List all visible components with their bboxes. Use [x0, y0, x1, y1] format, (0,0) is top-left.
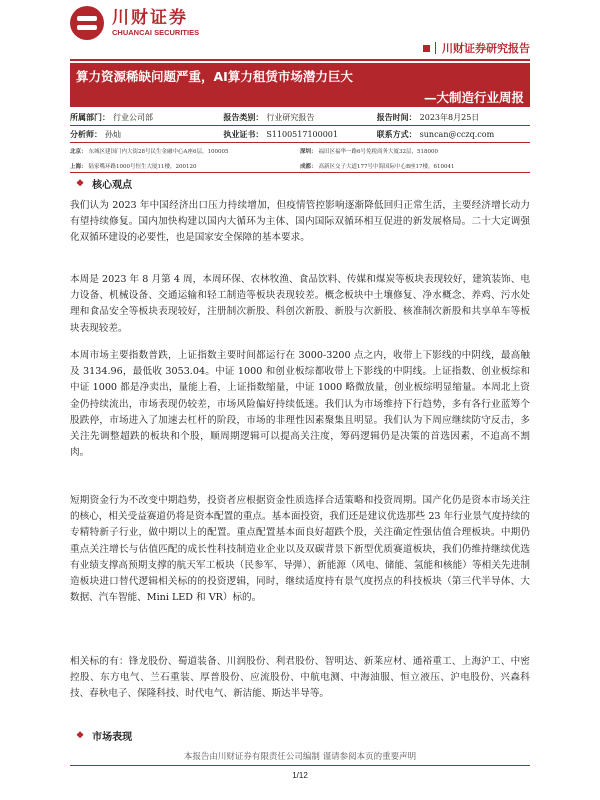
section-core-view: [76, 176, 132, 191]
info-department: [70, 112, 223, 123]
address-row: [70, 143, 530, 158]
info-value: 行业研究报告: [266, 112, 315, 122]
address-key: 上海：: [70, 163, 87, 170]
address-key: 北京：: [70, 148, 87, 155]
info-value: 2023年8月25日: [419, 112, 480, 122]
info-key: 所属部门：: [70, 111, 110, 122]
report-title: 算力资源稀缺问题严重，AI算力租赁市场潜力巨大: [76, 69, 353, 84]
logo-icon: [70, 6, 104, 40]
title-band: [70, 63, 530, 107]
info-license: [223, 129, 376, 140]
divider: [435, 42, 436, 54]
address-row: [70, 158, 530, 173]
paragraph: 本周市场主要指数普跌，上证指数主要时间都运行在 3000-3200 点之内，收带上下影线的中阴线，最高触及 3134.96，最低收 3053.04。中证 1000 和创业板综都收带上下影线的中阴线。上证指数、创业板综和中证 1000 都是净卖出，量能上看，上证指数缩量，中证 1000 略微放量，创业板综明显缩量。本周北上资金仍持续流出，市场表现仍较差，市场风险偏好持续低迷。我们认为市场维持下行趋势，多有各行业蓝筹个股跌停，市场进入了加速去杠杆的阶段，市场的非理性因素聚集且明显。我们认为下周应继续防守反击，多关注先调整超跌的板块和个股，顺周期逻辑可以提高关注度，筹码逻辑仍是决策的首选因素，不追高不割肉。: [70, 350, 530, 459]
brand-logo: [70, 6, 199, 40]
paragraph: 相关标的有：锋龙股份、蜀道装备、川润股份、利君股份、智明达、新莱应材、通裕重工、上海沪工、中密控股、东方电气、兰石重装、厚普股份、应流股份、中航电测、中海油服、恒立液压、沪电股份、兴森科技、春秋电子、保隆科技、时代电气、新洁能、斯达半导等。: [70, 656, 530, 700]
info-analyst: [70, 129, 223, 140]
address-shanghai: [70, 162, 300, 170]
info-key: 报告时间：: [376, 111, 417, 122]
footer-divider: [70, 765, 530, 766]
info-key: 报告类别：: [223, 111, 264, 122]
info-value[interactable]: suncan@cczq.com: [419, 129, 495, 139]
office-addresses: [70, 143, 530, 173]
address-shenzhen: [300, 147, 530, 155]
address-value: 东城区建国门内大街28号民生金融中心A座6层，100005: [88, 148, 229, 155]
paragraph: 短期资金行为不改变中期趋势，投资者应根据资金性质选择合适策略和投资周期。国产化仍是资本市场关注的核心，相关受益赛道仍将是资本配置的重点。基本面投资，我们还是建议优选那些 23 年行业景气度持续的专精特新子行业，做中期以上的配置。重点配置基本面良好超跌个股，关注确定性强估值合理板块。中期仍重点关注增长与估值匹配的成长性科技制造业企业以及双碳背景下新型优质赛道板块，我们仍维持继续优选有业绩支撑高预期支撑的航天军工板块（民参军、导弹）、新能源（风电、储能、氢能和核能）等相关先进制造板块进口替代逻辑相关标的的投资逻辑，同时，继续适度持有景气度拐点的科技板块（第三代半导体、大数据、汽车智能、Mini LED 和 VR）标的。: [70, 495, 530, 604]
info-key: 联系方式：: [376, 128, 417, 139]
info-contact: [377, 129, 530, 140]
section-market: [76, 728, 132, 743]
address-beijing: [70, 147, 300, 155]
info-date: [377, 112, 530, 123]
brand-name-en: CHUANCAI SECURITIES: [112, 28, 200, 37]
address-divider: [70, 172, 530, 173]
report-info: [70, 109, 530, 143]
brand-text: [112, 8, 199, 38]
square-icon: [423, 45, 430, 52]
info-row: [70, 126, 530, 143]
info-row: [70, 109, 530, 126]
page-number: 1/12: [292, 771, 308, 780]
info-key: 执业证书：: [223, 128, 264, 139]
info-value: 行业公司部: [113, 112, 153, 122]
report-subtitle: —大制造行业周报: [423, 90, 524, 105]
diamond-icon: ❖: [76, 178, 85, 189]
section-title: 核心观点: [92, 180, 133, 191]
info-value: S1100517100001: [266, 129, 338, 139]
address-chengdu: [300, 162, 530, 170]
address-key: 深圳：: [300, 148, 317, 155]
address-key: 成都：: [300, 163, 317, 170]
paragraph: 我们认为 2023 年中国经济出口压力持续增加，但疫情管控影响逐渐降低回归正常生活，主要经济增长动力有望持续修复。国内加快构建以国内大循环为主体、国内国际双循环相互促进的新发展格局。二十大定调强化双循环建设的必要性，也是国家安全保障的基本要求。: [70, 200, 530, 244]
report-tag: [423, 40, 530, 56]
footer-disclaimer: 本报告由川财证券有限责任公司编制 谨请参阅本页的重要声明: [183, 752, 417, 762]
section-title: 市场表现: [92, 732, 133, 743]
report-tag-label: 川财证券研究报告: [442, 42, 530, 55]
paragraph: 本周是 2023 年 8 月第 4 周，本周环保、农林牧渔、食品饮料、传媒和煤炭等板块表现较好，建筑装饰、电力设备、机械设备、交通运输和轻工制造等板块表现较差。概念板块中土壤修复、净水概念、养鸡、污水处理和食品安全等板块表现较好，注册制次新股、科创次新股、新股与次新股、核准制次新股和共享单车等板块表现较差。: [70, 274, 530, 334]
diamond-icon: ❖: [76, 730, 85, 741]
address-value: 陆家嘴环路1000号恒生大厦11楼，200120: [88, 163, 197, 170]
header-divider: [70, 59, 530, 61]
address-value: 福田区福华一路6号免税商务大厦32层，518000: [318, 148, 439, 155]
address-value: 高新区交子大道177号中海国际中心B座17楼，610041: [318, 163, 455, 170]
info-key: 分析师：: [70, 128, 102, 139]
brand-name-cn: 川财证券: [112, 8, 188, 28]
info-value: 孙灿: [105, 129, 121, 139]
info-category: [223, 112, 376, 123]
